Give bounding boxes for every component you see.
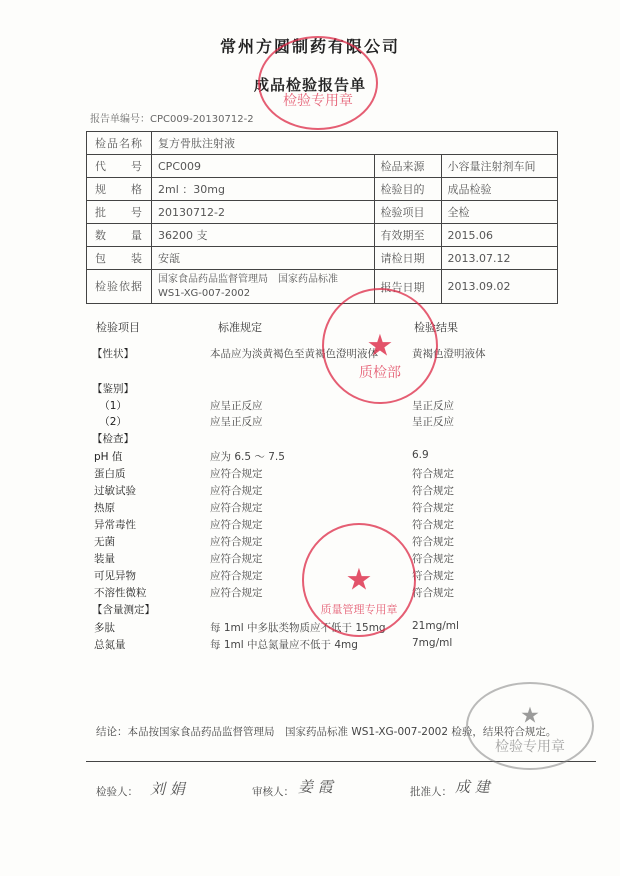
- value: 2ml ：30mg: [152, 178, 375, 201]
- result-standard: 应符合规定: [210, 485, 263, 497]
- result-standard: 应符合规定: [210, 553, 263, 565]
- qc-department-stamp: [322, 288, 438, 404]
- result-item: 装量: [94, 553, 115, 565]
- value: 2015.06: [441, 224, 557, 247]
- stamp-text: 检验专用章: [495, 739, 565, 755]
- table-row: [87, 201, 558, 224]
- result-result: 符合规定: [412, 553, 454, 565]
- result-result: 7mg/ml: [412, 637, 453, 649]
- result-standard: 应符合规定: [210, 587, 263, 599]
- value: 全检: [441, 201, 557, 224]
- table-row: [87, 224, 558, 247]
- label: 包 装: [87, 247, 152, 270]
- result-result: 符合规定: [412, 519, 454, 531]
- result-standard: 应符合规定: [210, 468, 263, 480]
- quality-management-stamp: [302, 523, 416, 637]
- stamp-text: 检验专用章: [283, 93, 353, 109]
- label: 请检日期: [374, 247, 441, 270]
- result-result: 符合规定: [412, 570, 454, 582]
- product-info-table: [86, 131, 558, 304]
- result-standard: 应呈正反应: [210, 400, 263, 412]
- inspector-signature: 刘 娟: [150, 780, 185, 798]
- result-standard: 应呈正反应: [210, 416, 263, 428]
- result-item: 【含量测定】: [92, 604, 155, 616]
- star-icon: ★: [366, 328, 394, 364]
- value: CPC009: [152, 155, 375, 178]
- result-result: 呈正反应: [412, 416, 454, 428]
- result-item: 可见异物: [94, 570, 136, 582]
- result-result: 符合规定: [412, 485, 454, 497]
- result-item: （1）: [94, 400, 127, 412]
- approver-label: 批准人：: [410, 786, 452, 798]
- result-item: 多肽: [94, 622, 115, 634]
- result-item: 过敏试验: [94, 485, 136, 497]
- result-result: 符合规定: [412, 536, 454, 548]
- value: 安瓿: [152, 247, 375, 270]
- label: 检验项目: [374, 201, 441, 224]
- result-standard: 应符合规定: [210, 570, 263, 582]
- table-row: [87, 132, 558, 155]
- label: 规 格: [87, 178, 152, 201]
- result-result: 符合规定: [412, 468, 454, 480]
- result-standard: 每 1ml 中多肽类物质应不低于 15mg: [210, 622, 386, 634]
- result-result: 呈正反应: [412, 400, 454, 412]
- corner-inspection-stamp: [466, 682, 594, 770]
- result-item: 蛋白质: [94, 468, 126, 480]
- label: 批 号: [87, 201, 152, 224]
- stamp-text: 质检部: [359, 365, 401, 381]
- value: 2013.07.12: [441, 247, 557, 270]
- report-number-value: CPC009-20130712-2: [150, 114, 254, 125]
- label: 有效期至: [374, 224, 441, 247]
- basis-line-2: WS1-XG-007-2002: [158, 287, 251, 299]
- result-standard: 应符合规定: [210, 536, 263, 548]
- result-item: 【性状】: [92, 348, 134, 360]
- company-name: 常州方圆制药有限公司: [219, 37, 400, 56]
- value: 小容量注射剂车间: [441, 155, 557, 178]
- label: 数 量: [87, 224, 152, 247]
- reviewer-label: 审核人：: [252, 786, 294, 798]
- value: 36200 支: [152, 224, 375, 247]
- result-standard: 应符合规定: [210, 502, 263, 514]
- header-standard: 标准规定: [218, 321, 262, 334]
- result-standard: 应符合规定: [210, 519, 263, 531]
- result-item: 总氮量: [94, 639, 126, 651]
- reviewer-signature: 姜 霞: [298, 778, 333, 796]
- result-result: 符合规定: [412, 502, 454, 514]
- table-row: [87, 178, 558, 201]
- inspection-stamp: [258, 36, 378, 130]
- result-standard: 应为 6.5 ～ 7.5: [210, 451, 285, 463]
- report-title: 成品检验报告单: [253, 76, 366, 94]
- result-item: 【检查】: [92, 433, 134, 445]
- result-item: 不溶性微粒: [94, 587, 147, 599]
- result-item: pH 值: [94, 451, 123, 463]
- header-result: 检验结果: [414, 321, 458, 334]
- value: 成品检验: [441, 178, 557, 201]
- result-standard: 每 1ml 中总氮量应不低于 4mg: [210, 639, 358, 651]
- table-row: [87, 270, 558, 304]
- result-result: 黄褐色澄明液体: [412, 348, 486, 360]
- star-icon: ★: [520, 703, 540, 729]
- result-item: 异常毒性: [94, 519, 136, 531]
- report-number-label: 报告单编号：: [90, 114, 150, 125]
- result-item: 热原: [94, 502, 115, 514]
- star-icon: ★: [345, 562, 373, 598]
- inspector-label: 检验人：: [96, 786, 138, 798]
- stamp-text: 质量管理专用章: [320, 603, 398, 616]
- approver-signature: 成 建: [455, 778, 490, 796]
- value: [152, 270, 375, 304]
- basis-line-1: 国家食品药品监督管理局 国家药品标准: [158, 273, 338, 285]
- table-row: [87, 155, 558, 178]
- result-item: 【鉴别】: [92, 383, 134, 395]
- result-result: 6.9: [412, 449, 429, 461]
- table-row: [87, 247, 558, 270]
- report-number: [90, 110, 254, 125]
- label: 代 号: [87, 155, 152, 178]
- value: 复方骨肽注射液: [152, 132, 558, 155]
- result-result: 21mg/ml: [412, 620, 459, 632]
- header-item: 检验项目: [96, 321, 140, 334]
- label: 报告日期: [374, 270, 441, 304]
- result-standard: 本品应为淡黄褐色至黄褐色澄明液体: [210, 348, 378, 360]
- conclusion: 结论：本品按国家食品药品监督管理局 国家药品标准 WS1-XG-007-2002 检验，结果符合规定。: [96, 726, 557, 738]
- label: 检品名称: [87, 132, 152, 155]
- result-result: 符合规定: [412, 587, 454, 599]
- result-item: 无菌: [94, 536, 115, 548]
- label: 检验目的: [374, 178, 441, 201]
- label: 检品来源: [374, 155, 441, 178]
- value: 2013.09.02: [441, 270, 557, 304]
- result-item: （2）: [94, 416, 127, 428]
- value: 20130712-2: [152, 201, 375, 224]
- label: 检验依据: [87, 270, 152, 304]
